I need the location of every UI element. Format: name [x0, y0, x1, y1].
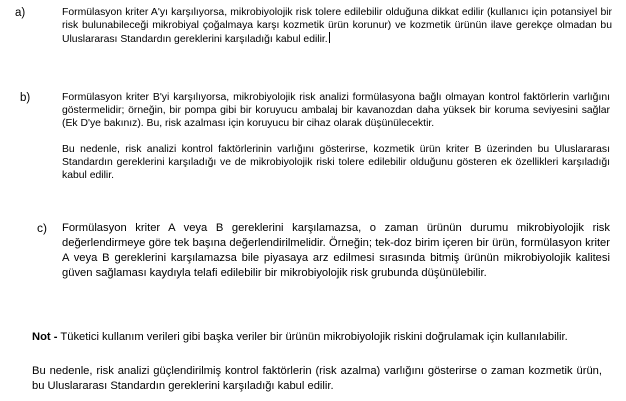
list-marker: a)	[15, 7, 26, 19]
text-cursor	[329, 32, 330, 43]
paragraph: Formülasyon kriter A veya B gereklerini karşılamazsa, o zaman ürünün durumu mikrobiyolojik risk değerlendirmeye göre tek başına değerlendirilmelidir. Örneğin; tek-doz birim içeren bir ürün, formülasyon kriter A veya B gereklerini karşılamazsa bile piyasaya arz edilmesi sırasında bitmiş ürünün mikrobiyolojik kalitesi güven sağlaması kaydıyla telafi edilebilir bir mikrobiyolojik risk grubunda düşünülebilir.	[62, 222, 610, 279]
paragraph: Formülasyon kriter A'yı karşılıyorsa, mikrobiyolojik risk tolere edilebilir olduğuna dikkat edilir (kullanıcı için potansiyel bir risk bulunabileceği mikrobiyal çoğalmaya karşı kozmetik ürün korunur) ve kozmetik ürünün ilave gerekçe olmadan bu Uluslararası Standardın gereklerini karşıladığı kabul edilir.	[62, 7, 612, 45]
list-marker: b)	[20, 92, 31, 104]
note-text: Tüketici kullanım verileri gibi başka veriler bir ürünün mikrobiyolojik riskini doğrulamak için kullanılabilir.	[57, 331, 568, 343]
list-item-text	[62, 91, 610, 182]
list-item-text	[62, 221, 610, 281]
paragraph: Formülasyon kriter B'yi karşılıyorsa, mikrobiyolojik risk analizi formülasyona bağlı olmayan kontrol faktörlerin varlığını göstermelidir; örneğin, bir pompa gibi bir koruyucu ambalaj bir kavanozdan daha yüksek bir koruma seviyesini sağlar (Ek D'ye bakınız). Bu, risk azalması için koruyucu bir cihaz olarak düşünülecektir.	[62, 92, 610, 129]
note-paragraph	[32, 330, 614, 345]
final-paragraph: Bu nedenle, risk analizi güçlendirilmiş kontrol faktörlerin (risk azalma) varlığını gösterirse o zaman kozmetik ürün, bu Uluslararası Standardın gereklerini karşıladığı kabul edilir.	[32, 365, 602, 392]
list-marker: c)	[37, 221, 47, 235]
list-item-text	[62, 6, 612, 46]
note-label: Not -	[32, 331, 58, 343]
paragraph: Bu nedenle, risk analizi kontrol faktörlerinin varlığını gösterirse, kozmetik ürün kriter B üzerinden bu Uluslararası Standardın gereklerini karşıladığı ve de mikrobiyolojik riski tolere edilebilir olduğunu gösteren ek özellikleri karşıladığı kabul edilir.	[62, 144, 610, 181]
